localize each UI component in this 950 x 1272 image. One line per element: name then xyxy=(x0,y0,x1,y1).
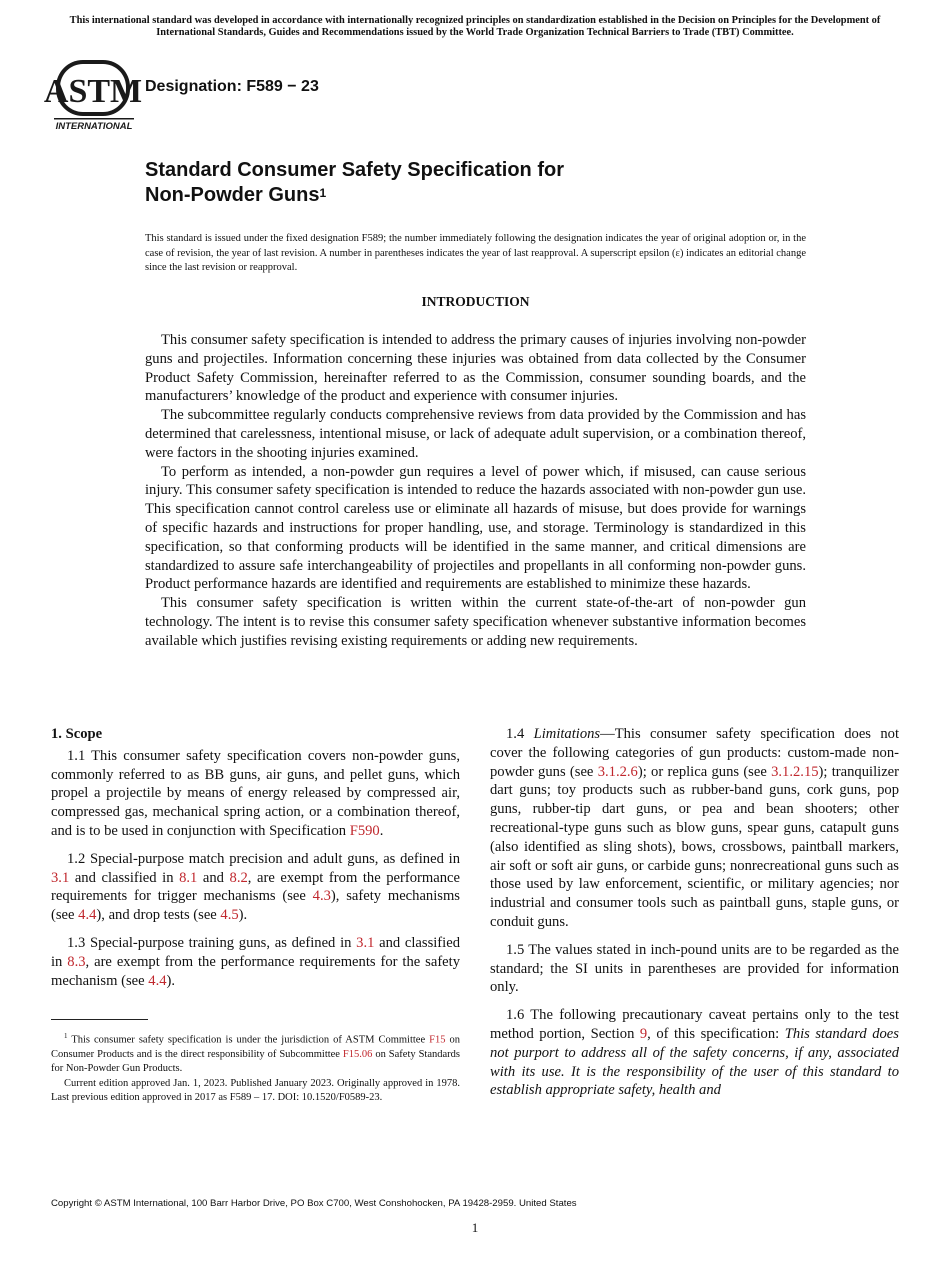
ref-link[interactable]: 4.4 xyxy=(78,907,97,924)
ref-link[interactable]: 8.1 xyxy=(179,869,198,886)
left-column xyxy=(51,725,460,999)
ref-link[interactable]: 3.1.2.15 xyxy=(771,763,819,780)
ref-link[interactable]: 4.3 xyxy=(312,888,331,905)
section-1-4: 1.4 Limitations—This consumer safety specification does not cover the following categories of gun products: custom-made non-powder guns (see 3.1.2.6); or replica guns (see 3.1.2.15); tranquilizer dart guns; toy products such as rubber-band guns, cork guns, pop guns, rubber-tip dart guns, or pea and bean shooters; other recreational-type guns such as blow guns, spear guns, catapult guns (also identified as sling shots), bows, crossbows, paintball markers, air soft or soft air guns, or carbide guns; nonrecreational guns such as those used by law enforcement, scientific, or military agencies; nor industrial and consumer tools such as paintball guns, staple guns, or conduit guns. xyxy=(490,726,900,930)
ref-link[interactable]: F15.06 xyxy=(342,1048,373,1060)
ref-link[interactable]: 3.1 xyxy=(51,869,70,886)
section-1-5: 1.5 The values stated in inch-pound units are to be regarded as the standard; the SI units in parentheses are provided for information only. xyxy=(490,941,899,996)
intro-paragraph: This consumer safety specification is intended to address the primary causes of injuries involving non-powder guns and projectiles. Information concerning these injuries was obtained from data collected by the Consumer Product Safety Commission, hereinafter referred to as the Commission, consumer sounding boards, and the manufacturers’ knowledge of the product and experience with consumer injuries. xyxy=(145,332,806,405)
issuance-statement: This standard is issued under the fixed designation F589; the number immediately following the designation indicates the year of original adoption or, in the case of revision, the year of last revision. A number in parentheses indicates the year of last reapproval. A superscript epsilon (ε) indicates an editorial change since the last revision or reapproval. xyxy=(145,233,806,273)
footnote-edition: Current edition approved Jan. 1, 2023. Published January 2023. Originally approved in 1978. Last previous edition approved in 2017 as F589 – 17. DOI: 10.1520/F0589-23. xyxy=(51,1077,460,1104)
title-footnote-mark[interactable]: 1 xyxy=(319,186,327,200)
right-column xyxy=(490,725,899,1109)
ref-link[interactable]: 3.1 xyxy=(356,934,375,951)
copyright: Copyright © ASTM International, 100 Barr Harbor Drive, PO Box C700, West Conshohocken, PA 19428-2959. United States xyxy=(51,1198,577,1209)
designation: Designation: F589 − 23 xyxy=(145,78,319,95)
footnote xyxy=(51,1029,460,1106)
section-1-6: 1.6 The following precautionary caveat pertains only to the test method portion, Section 9, of this specification: This standard does not purport to address all of the safety concerns, if any, associated with its use. It is the responsibility of the user of this standard to establish appropriate safety, health and xyxy=(490,1007,899,1099)
ref-link[interactable]: 9 xyxy=(639,1025,648,1042)
section-1-3: 1.3 Special-purpose training guns, as defined in 3.1 and classified in 8.3, are exempt from the performance requirements for the safety mechanism (see 4.4). xyxy=(51,934,461,989)
ref-link[interactable]: 4.5 xyxy=(220,907,239,924)
introduction-heading: INTRODUCTION xyxy=(421,294,530,309)
section-1-1: 1.1 This consumer safety specification covers non-powder guns, commonly referred to as BB guns, air guns, and pellet guns, which propel a projectile by means of energy released by compressed air, compressed gas, mechanical spring action, or a combination thereof, and is to be used in conjunction with Specification F590. xyxy=(51,747,460,839)
intro-paragraph: The subcommittee regularly conducts comprehensive reviews from data provided by the Commission and has determined that carelessness, intentional misuse, or lack of adequate adult supervision, or a combination thereof, were factors in the shooting injuries examined. xyxy=(145,407,806,461)
intro-paragraph: This consumer safety specification is written within the current state-of-the-art of non-powder gun technology. The intent is to revise this consumer safety specification whenever substantive information becomes available which justifies revising existing requirements or adding new requirements. xyxy=(145,595,806,649)
logo-sub-text: INTERNATIONAL xyxy=(55,121,133,132)
ref-link[interactable]: 4.4 xyxy=(148,972,167,989)
title-line-2: Non-Powder Guns$^1$ xyxy=(145,184,327,206)
footnote-1: $^1$ This consumer safety specification is under the jurisdiction of ASTM Committee F15 on Consumer Products and is the direct responsibility of Subcommittee F15.06 on Safety Standards for Non-Powder Gun Products. xyxy=(51,1032,460,1075)
document-title xyxy=(145,158,765,208)
title-line-1: Standard Consumer Safety Specification for xyxy=(145,159,564,181)
scope-heading: 1. Scope xyxy=(51,726,103,742)
ref-link[interactable]: F15 xyxy=(429,1034,446,1046)
footnote-divider xyxy=(51,1019,148,1020)
wto-notice: This international standard was developed in accordance with internationally recognized principles on standardization established in the Decision on Principles for the Development of International Standards, Guides and Recommendations issued by the World Trade Organization Technical Barriers to Trade (TBT) Committee. xyxy=(69,15,881,38)
introduction xyxy=(145,331,806,651)
ref-link[interactable]: 8.3 xyxy=(67,953,86,970)
page-number: 1 xyxy=(471,1220,479,1235)
intro-paragraph: To perform as intended, a non-powder gun requires a level of power which, if misused, can cause serious injury. This consumer safety specification is intended to reduce the hazards associated with non-powder gun use. This specification cannot control careless use or eliminate all hazards of misuse, but does provide for warnings of specific hazards and instructions for proper handling, use, and storage. Terminology is standardized in this specification, so that conforming products will be identified in the same manner, and critical dimensions are standardized to assure safe interchangeability of projectiles and propellants in all conforming non-powder guns. Product performance hazards are identified and requirements are established to minimize these hazards. xyxy=(145,463,806,593)
ref-link[interactable]: 3.1.2.6 xyxy=(597,763,638,780)
ref-link[interactable]: F590 xyxy=(349,822,380,839)
astm-logo xyxy=(43,58,143,132)
section-1-2: 1.2 Special-purpose match precision and adult guns, as defined in 3.1 and classified in 8.1 and 8.2, are exempt from the performance requirements for trigger mechanisms (see 4.3), safety mechanisms (see 4.4), and drop tests (see 4.5). xyxy=(51,850,460,924)
ref-link[interactable]: 8.2 xyxy=(229,869,248,886)
logo-main-text: ASTM xyxy=(43,73,143,110)
